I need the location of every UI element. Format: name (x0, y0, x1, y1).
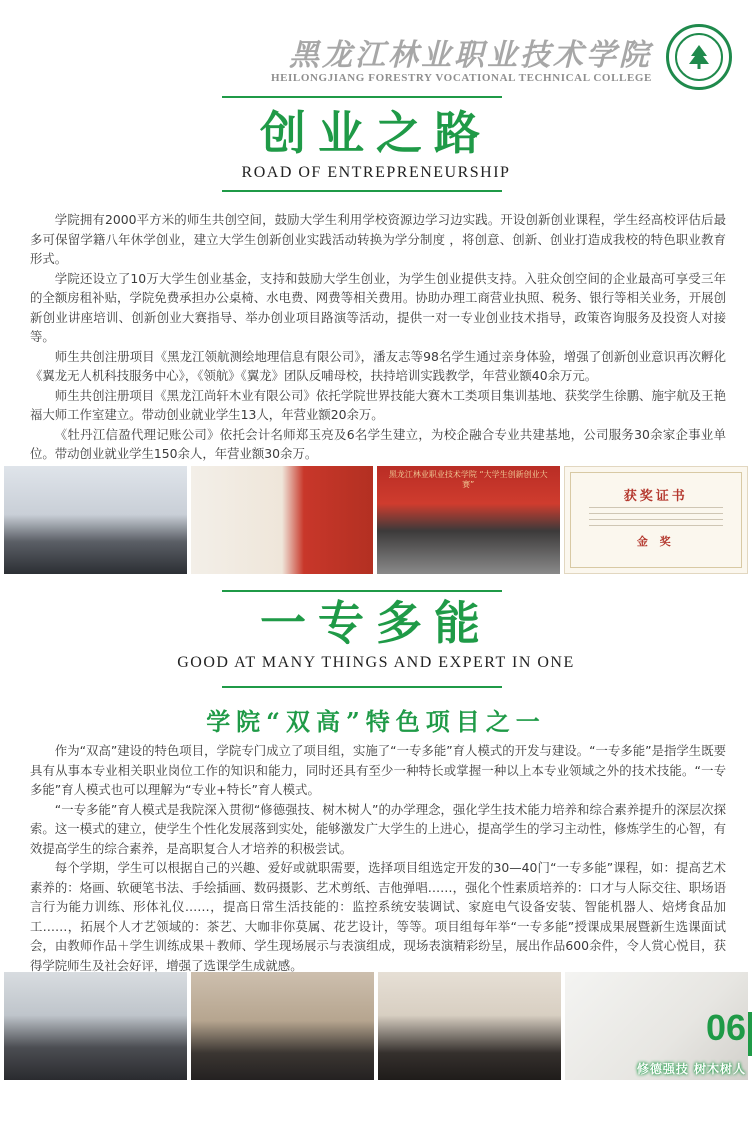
section-heading-versatility (0, 596, 752, 672)
entrepreneurship-text (30, 210, 726, 464)
photo-row-entrepreneurship (4, 466, 748, 574)
paragraph: 学院拥有2000平方米的师生共创空间，鼓励大学生利用学校资源边学习边实践。开设创新创业课程，学生经高校评估后最多可保留学籍八年休学创业，建立大学生创新创业实践活动转换为学分制度 ，将创意、创新、创业打造成我校的特色职业教育形式。 (30, 212, 726, 266)
photo-students-class (378, 972, 561, 1080)
section-title-cn: 创业之路 (260, 106, 492, 160)
section-title-en: ROAD OF ENTREPRENEURSHIP (241, 164, 511, 181)
page-number: 06 (705, 1007, 746, 1048)
photo-award-ceremony (377, 466, 560, 574)
page-header (0, 22, 752, 102)
paragraph: 师生共创注册项目《黑龙江领航测绘地理信息有限公司》，潘友志等98名学生通过亲身体验，增强了创新创业意识再次孵化《翼龙无人机科技服务中心》，《领航》《翼龙》团队反哺母校，扶持培训实践教学，年营业额40余万元。 (30, 348, 726, 383)
section-title-cn: 一专多能 (260, 596, 492, 650)
paragraph: “一专多能”育人模式是我院深入贯彻“修德强技、树木树人”的办学理念，强化学生技术能力培养和综合素养提升的深层次探索。这一模式的建立，使学生个性化发展落到实处，能够激发广大学生的上进心，提高学生的学习主动性，修炼学生的心智，有效提高学生的综合素养，是高职复合人才培养的积极尝试。 (30, 801, 726, 856)
page-edge-bar (748, 1012, 752, 1056)
versatility-text (30, 741, 726, 975)
photo-award-certificate (564, 466, 749, 574)
stage-banner: 黑龙江林业职业技术学院 “大学生创新创业大赛” (388, 470, 548, 489)
paragraph: 作为“双高”建设的特色项目，学院专门成立了项目组，实施了“一专多能”育人模式的开发与建设。“一专多能”是指学生既要具有从事本专业相关职业岗位工作的知识和能力，同时还具有至少一种特长或掌握一种以上本专业领域之外的技术技能。“一专多能”育人模式也可以理解为“专业+特长”育人模式。 (30, 743, 726, 797)
section-title-en: GOOD AT MANY THINGS AND EXPERT IN ONE (177, 654, 575, 671)
photo-leaders-visit (4, 972, 187, 1080)
college-name-cn: 黑龙江林业职业技术学院 (289, 38, 652, 73)
section-subtitle: 学院“双高”特色项目之一 (206, 707, 546, 736)
college-motto: 修德强技 树木树人 (636, 1062, 746, 1076)
photo-incubator-visit (191, 466, 374, 574)
section-divider (222, 686, 502, 688)
certificate-award: 金 奖 (636, 535, 675, 548)
college-emblem-icon (666, 24, 732, 90)
paragraph: 学院还设立了10万大学生创业基金，支持和鼓励大学生创业，为学生创业提供支持。入驻众创空间的企业最高可享受三年的全额房租补贴，学院免费承担办公桌椅、水电费、网费等相关费用。协助办理工商营业执照、税务、银行等相关业务，开展创新创业讲座培训、创新创业大赛指导、举办创业项目路演等活动，提供一对一专业创业技术指导，政策咨询服务及投资人对接等。 (30, 270, 726, 344)
section-divider (222, 96, 502, 98)
paragraph: 《牡丹江信盈代理记账公司》依托会计名师郑玉亮及6名学生建立，为校企融合专业共建基地，公司服务30余家企事业单位。带动创业就业学生150余人，年营业额30余万。 (30, 426, 726, 461)
section-divider (222, 190, 502, 192)
paragraph: 每个学期，学生可以根据自己的兴趣、爱好或就职需要，选择项目组选定开发的30—40门“一专多能”课程，如：提高艺术素养的：烙画、软硬笔书法、手绘插画、数码摄影、艺术剪纸、吉他弹唱……，强化个性素质培养的：口才与人际交往、职场语言行为能力训练、形体礼仪……，提高日常生活技能的：监控系统安装调试、家庭电气设备安装、智能机器人、焙烤食品加工……，拓展个人才艺领域的：茶艺、大咖非你莫属、花艺设计，等等。项目组每年举“一专多能”授课成果展暨新生选课面试会，由教师作品＋学生训练成果＋教师、学生现场展示与表演组成，现场表演精彩纷呈，展出作品600余件，令人赏心悦目，获得学院师生及社会好评，增强了选课学生成就感。 (30, 860, 726, 973)
certificate-text-lines (589, 507, 724, 527)
paragraph: 师生共创注册项目《黑龙江尚轩木业有限公司》依托学院世界技能大赛木工类项目集训基地、获奖学生徐鹏、施宇航及王艳福大师工作室建立。带动创业就业学生13人，年营业额20余万。 (30, 387, 726, 422)
certificate-title: 获奖证书 (623, 489, 688, 504)
section-divider (222, 590, 502, 592)
section-heading-entrepreneurship (0, 106, 752, 182)
photo-workshop-class (191, 972, 374, 1080)
college-name-en: HEILONGJIANG FORESTRY VOCATIONAL TECHNICAL COLLEGE (270, 72, 652, 84)
photo-visit-exhibition (4, 466, 187, 574)
